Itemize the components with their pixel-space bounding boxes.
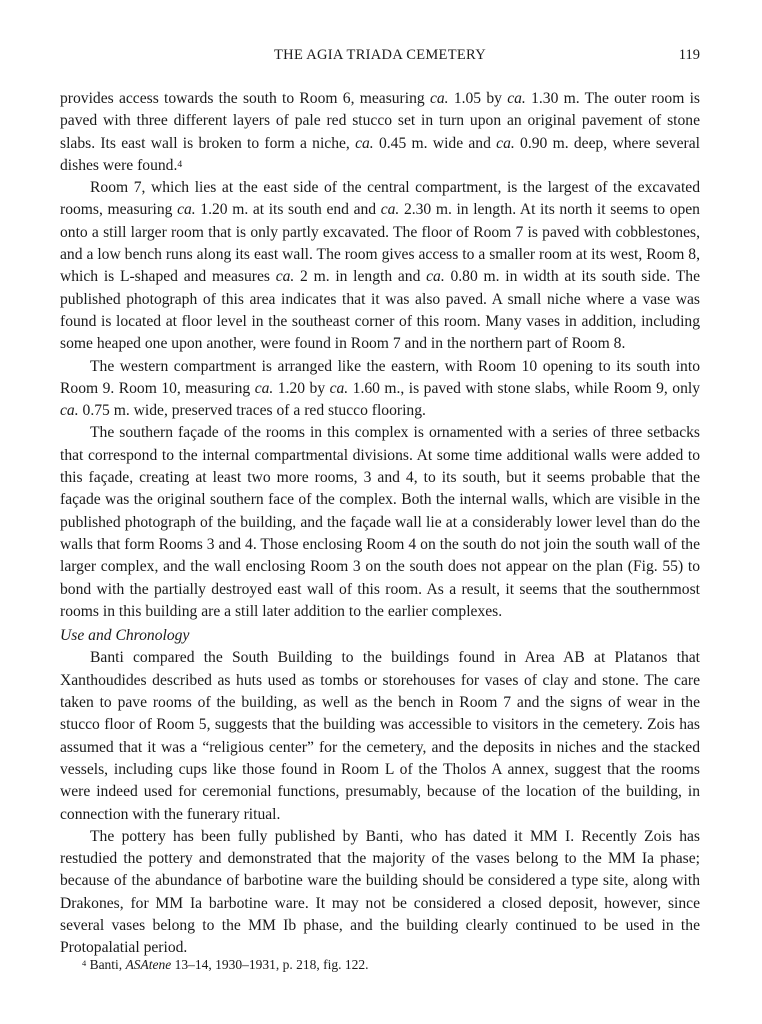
footnote-reference: 13–14, 1930–1931, p. 218, fig. 122. <box>171 957 369 972</box>
section-heading: Use and Chronology <box>60 627 190 645</box>
abbreviation-ca: ca. <box>507 90 526 107</box>
text-run: 0.80 m. in width at its south side. The published photograph of this area indicates that it was also paved. A small niche where a vase was found is located at floor level in the southeast corner of this room. Many vases in addition, including some heaped one upon another, were found in Room 7 and in the northern part of Room 8. <box>60 268 700 353</box>
abbreviation-ca: ca. <box>329 379 349 397</box>
abbreviation-ca: ca. <box>426 268 445 286</box>
text-run: 0.90 m. deep, where several dishes were found. <box>60 134 700 174</box>
body-text <box>60 88 700 960</box>
running-title: THE AGIA TRIADA CEMETERY <box>274 47 486 63</box>
running-head <box>60 47 700 69</box>
text-run: provides access towards the south to Room 6, measuring <box>60 90 430 107</box>
footnote-marker: 4 <box>82 959 87 969</box>
footnote <box>82 957 369 973</box>
page-number: 119 <box>678 47 700 63</box>
text-run: 1.20 m. at its south end and <box>195 201 381 219</box>
text-run: 0.45 m. wide and <box>373 134 497 152</box>
text-run: The pottery has been fully published by Banti, who has dated it MM I. Recently Zois has restudied the pottery and demonstrated that the majority of the vases belong to the MM Ia phase; because of the abundance of barbotine ware the building should be considered a type site, along with Drakones, for MM Ia barbotine ware. It may not be considered a closed deposit, however, since several vases belong to the MM Ib phase, and the building clearly continued to be used in the Protopalatial period. <box>60 827 700 957</box>
text-run: 0.75 m. wide, preserved traces of a red stucco flooring. <box>78 402 426 420</box>
paragraph-1 <box>60 88 700 177</box>
paragraph-5 <box>60 647 700 825</box>
text-run: Room 7, which lies at the east side of the central compartment, is the largest of the excavated rooms, measuring <box>60 179 700 219</box>
abbreviation-ca: ca. <box>429 90 449 107</box>
footnote-journal: ASAtene <box>125 957 172 972</box>
text-run: 1.60 m., is paved with stone slabs, while Room 9, only <box>348 379 700 397</box>
abbreviation-ca: ca. <box>275 268 295 286</box>
abbreviation-ca: ca. <box>355 134 374 152</box>
footnote-reference-marker: 4 <box>177 158 183 170</box>
abbreviation-ca: ca. <box>254 379 274 397</box>
footnote-author: Banti, <box>89 957 126 972</box>
paragraph-6 <box>60 826 700 960</box>
text-run: 2.30 m. in length. At its north it seems to open onto a still larger room that is only partly excavated. The floor of Room 7 is paved with cobblestones, and a low bench runs along its east wall. The room gives access to a smaller room at its west, Room 8, which is L-shaped and measures <box>60 201 700 286</box>
paragraph-2 <box>60 177 700 355</box>
abbreviation-ca: ca. <box>380 201 400 219</box>
text-run: The western compartment is arranged like the eastern, with Room 10 opening to its south into Room 9. Room 10, measuring <box>60 357 700 397</box>
document-page <box>60 0 700 1024</box>
abbreviation-ca: ca. <box>496 134 515 152</box>
text-run: Banti compared the South Building to the buildings found in Area AB at Platanos that Xanthoudides described as huts used as tombs or storehouses for vases of clay and stone. The care taken to pave rooms of the building, as well as the bench in Room 7 and the signs of wear in the stucco floor of Room 5, suggests that the building was accessible to visitors in the cemetery. Zois has assumed that it was a “religious center” for the cemetery, and the deposits in niches and the stacked vessels, including cups like those found in Room L of the Tholos A annex, suggest that the rooms were indeed used for ceremonial functions, presumably, because of the location of the building, in connection with the funerary ritual. <box>60 649 700 823</box>
text-run: The southern façade of the rooms in this complex is ornamented with a series of three setbacks that correspond to the internal compartmental divisions. At some time additional walls were added to this façade, creating at least two more rooms, 3 and 4, to its south, but it seems probable that the façade was the original southern face of the complex. Both the internal walls, which are visible in the published photograph of the building, and the façade wall lie at a considerably lower level than do the walls that form Rooms 3 and 4. Those enclosing Room 4 on the south do not join the south wall of the larger complex, and the wall enclosing Room 3 on the south does not appear on the plan (Fig. 55) to bond with the partially destroyed east wall of this room. As a result, it seems that the southernmost rooms in this building are a still later addition to the earlier complexes. <box>60 424 700 620</box>
paragraph-4 <box>60 422 700 623</box>
paragraph-3 <box>60 356 700 423</box>
text-run: 1.20 by <box>273 379 330 397</box>
abbreviation-ca: ca. <box>177 201 196 219</box>
text-run: 2 m. in length and <box>294 268 427 286</box>
text-run: 1.05 by <box>448 90 508 107</box>
text-run: 1.30 m. The outer room is paved with three different layers of pale red stucco set in turn upon an original pavement of stone slabs. Its east wall is broken to form a niche, <box>60 90 701 152</box>
abbreviation-ca: ca. <box>60 402 79 420</box>
